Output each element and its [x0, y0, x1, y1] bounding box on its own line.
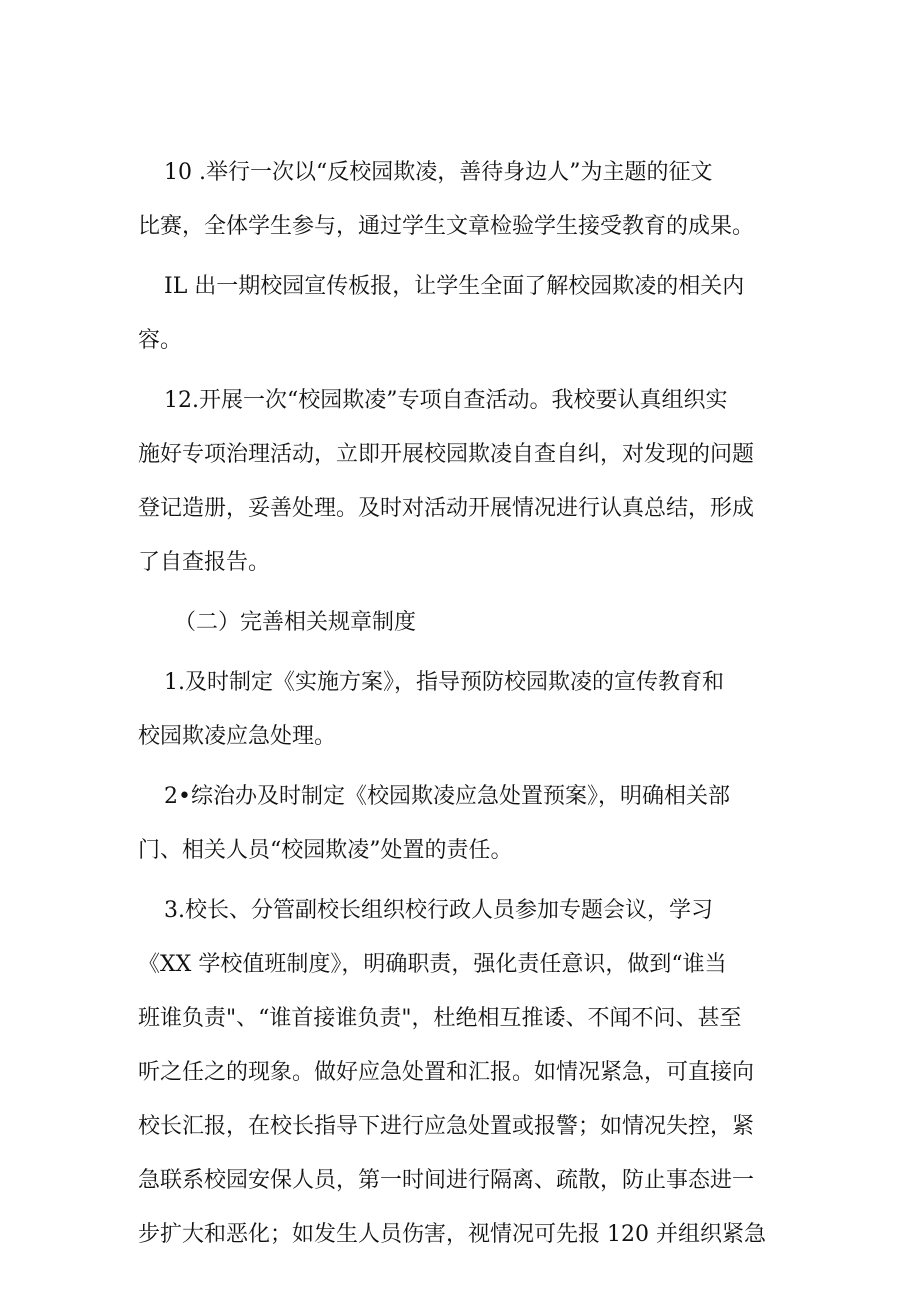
paragraph-item-10: [138, 146, 788, 254]
text-line: 容。: [138, 328, 183, 353]
document-page: [138, 146, 788, 1262]
text-line: 门、相关人员“校园欺凌”处置的责任。: [138, 838, 513, 863]
text-line: 12.开展一次“校园欺凌”专项自查活动。我校要认真组织实: [164, 388, 728, 413]
paragraph-item-11: [138, 260, 788, 368]
text-line: 2•综治办及时制定《校园欺凌应急处置预案》，明确相关部: [164, 784, 730, 809]
text-line: 了自查报告。: [138, 550, 271, 575]
paragraph-item-1: [138, 656, 788, 764]
section-heading: （二）完善相关规章制度: [174, 610, 417, 635]
paragraph-item-2: [138, 770, 788, 878]
text-line: IL 出一期校园宣传板报，让学生全面了解校园欺凌的相关内: [164, 274, 745, 299]
text-line: 班谁负责"、“谁首接谁负责"，杜绝相互推诿、不闻不问、甚至: [138, 1006, 742, 1031]
text-line: 登记造册，妥善处理。及时对活动开展情况进行认真总结，形成: [138, 496, 755, 521]
text-line: 《XX 学校值班制度》，明确职责，强化责任意识，做到“谁当: [138, 952, 727, 977]
text-line: 听之任之的现象。做好应急处置和汇报。如情况紧急，可直接向: [138, 1060, 755, 1085]
text-line: 3.校长、分管副校长组织校行政人员参加专题会议，学习: [164, 898, 713, 923]
text-line: 比赛，全体学生参与，通过学生文章检验学生接受教育的成果。: [138, 214, 755, 239]
text-line: 10 .举行一次以“反校园欺凌，善待身边人”为主题的征文: [164, 160, 713, 185]
text-line: 施好专项治理活动，立即开展校园欺凌自查自纠，对发现的问题: [138, 442, 755, 467]
text-line: 1.及时制定《实施方案》，指导预防校园欺凌的宣传教育和: [164, 670, 724, 695]
paragraph-item-12: [138, 374, 788, 590]
paragraph-item-3: [138, 884, 788, 1262]
text-line: 校园欺凌应急处理。: [138, 724, 337, 749]
text-line: 校长汇报，在校长指导下进行应急处置或报警；如情况失控，紧: [138, 1114, 755, 1139]
text-line: 急联系校园安保人员，第一时间进行隔离、疏散，防止事态进一: [138, 1168, 755, 1193]
text-line: 步扩大和恶化；如发生人员伤害，视情况可先报 120 并组织紧急: [138, 1222, 766, 1247]
